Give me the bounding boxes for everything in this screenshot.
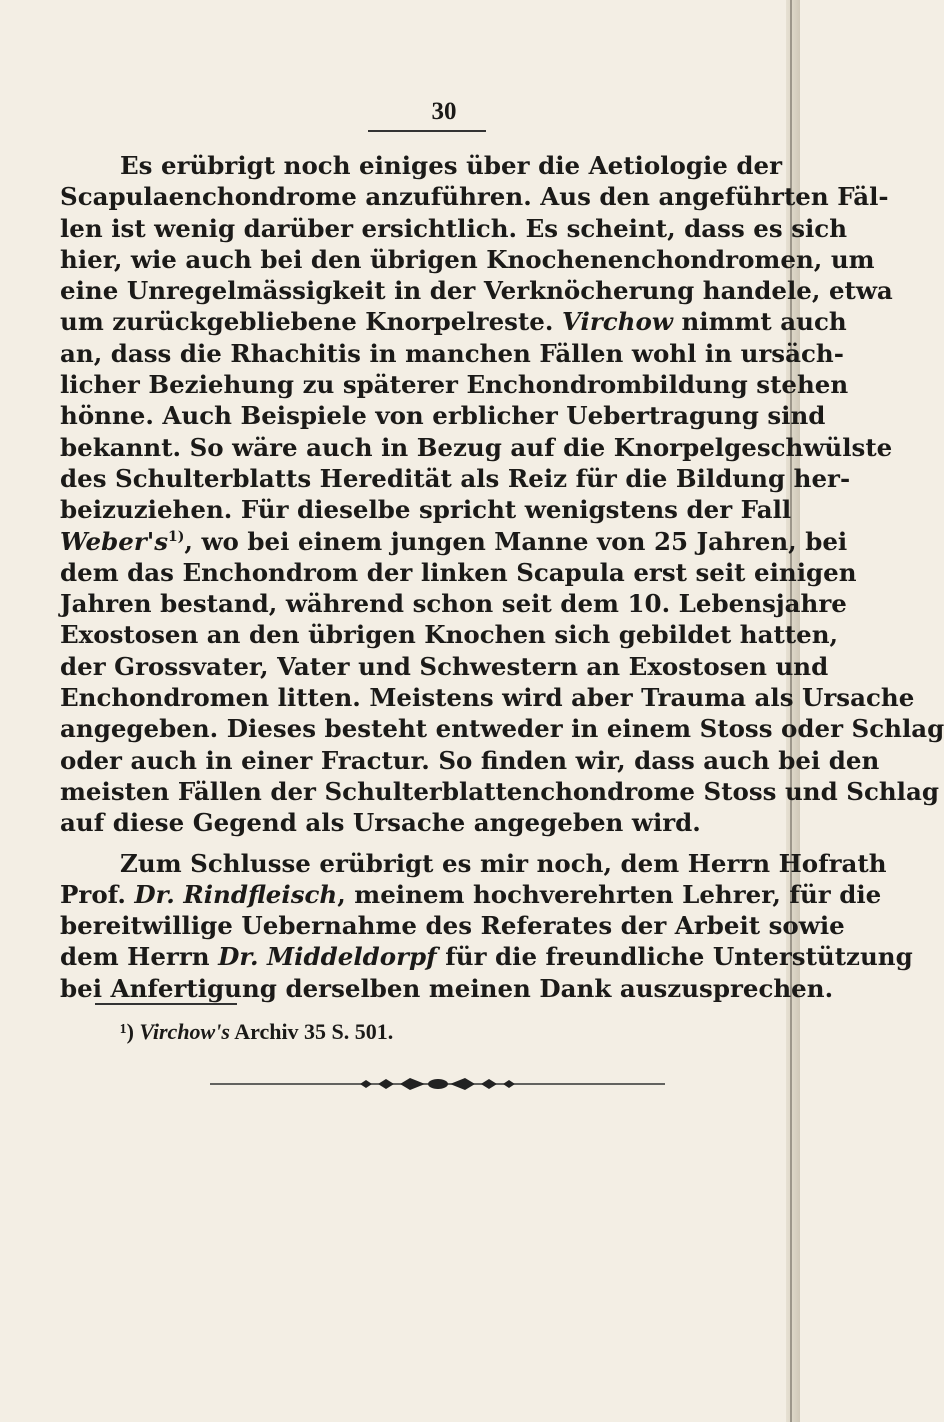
- header-rule: [368, 130, 486, 132]
- text-line: der Grossvater, Vater und Schwestern an Exostosen und: [60, 651, 829, 681]
- footnote: [120, 1019, 393, 1045]
- footnote-reference: 1): [168, 528, 185, 545]
- footnote-text: Archiv 35 S. 501.: [229, 1019, 394, 1044]
- text-line: bereitwillige Uebernahme des Referates der Arbeit sowie: [60, 911, 845, 941]
- text-line: hier, wie auch bei den übrigen Knochenenchondromen, um: [60, 244, 875, 274]
- text-line: meisten Fällen der Schulterblattenchondrome Stoss und Schlag: [60, 776, 939, 806]
- body-text: [60, 150, 944, 1004]
- person-name-middeldorpf: Dr. Middeldorpf: [218, 942, 437, 972]
- author-name-virchow: Virchow: [561, 307, 673, 337]
- text-line: licher Beziehung zu späterer Enchondrombildung stehen: [60, 370, 849, 400]
- text-line: auf diese Gegend als Ursache angegeben wird.: [60, 808, 701, 838]
- page-number: 30: [431, 98, 457, 125]
- text-line: Prof. Dr. Rindfleisch, meinem hochverehrten Lehrer, für die: [60, 879, 882, 909]
- text-line: um zurückgebliebene Knorpelreste. Virchow nimmt auch: [60, 307, 847, 337]
- text-line: Jahren bestand, während schon seit dem 10. Lebensjahre: [60, 589, 847, 619]
- text-line: an, dass die Rhachitis in manchen Fällen wohl in ursäch-: [60, 338, 844, 368]
- text-line: bei Anfertigung derselben meinen Dank auszusprechen.: [60, 973, 834, 1003]
- paragraph-aetiologie: [60, 150, 944, 839]
- footnote-marker: ¹): [120, 1019, 134, 1044]
- person-name-rindfleisch: Dr. Rindfleisch: [134, 879, 338, 909]
- text-line: beizuziehen. Für dieselbe spricht wenigstens der Fall: [60, 495, 792, 525]
- text-line: angegeben. Dieses besteht entweder in einem Stoss oder Schlag: [60, 714, 944, 744]
- footnote-rule: [95, 1003, 237, 1005]
- ornament-rule: [210, 1077, 665, 1091]
- paragraph-acknowledgement: [60, 848, 913, 1004]
- text-line: Es erübrigt noch einiges über die Aetiologie der: [120, 151, 783, 180]
- text-line: Enchondromen litten. Meistens wird aber Trauma als Ursache: [60, 683, 915, 713]
- text-line: dem Herrn Dr. Middeldorpf für die freundliche Unterstützung: [60, 942, 913, 972]
- text-line: hönne. Auch Beispiele von erblicher Uebertragung sind: [60, 401, 826, 431]
- footnote-author: Virchow's: [139, 1019, 230, 1044]
- text-line: Scapulaenchondrome anzuführen. Aus den angeführten Fäl-: [60, 182, 889, 212]
- text-line: des Schulterblatts Heredität als Reiz für die Bildung her-: [60, 463, 851, 493]
- text-line: oder auch in einer Fractur. So finden wir, dass auch bei den: [60, 745, 880, 775]
- text-line: eine Unregelmässigkeit in der Verknöcherung handele, etwa: [60, 276, 893, 306]
- text-line: Exostosen an den übrigen Knochen sich gebildet hatten,: [60, 620, 839, 650]
- text-line: bekannt. So wäre auch in Bezug auf die Knorpelgeschwülste: [60, 432, 893, 462]
- text-line: $Weber's^{1)}$, wo bei einem jungen Manne von 25 Jahren, bei: [60, 526, 848, 556]
- author-name-weber: Weber's: [60, 526, 169, 556]
- text-line: len ist wenig darüber ersichtlich. Es scheint, dass es sich: [60, 213, 848, 243]
- text-line: Zum Schlusse erübrigt es mir noch, dem Herrn Hofrath: [120, 848, 887, 878]
- paragraph-gap: [60, 839, 767, 848]
- text-line: dem das Enchondrom der linken Scapula erst seit einigen: [60, 557, 857, 587]
